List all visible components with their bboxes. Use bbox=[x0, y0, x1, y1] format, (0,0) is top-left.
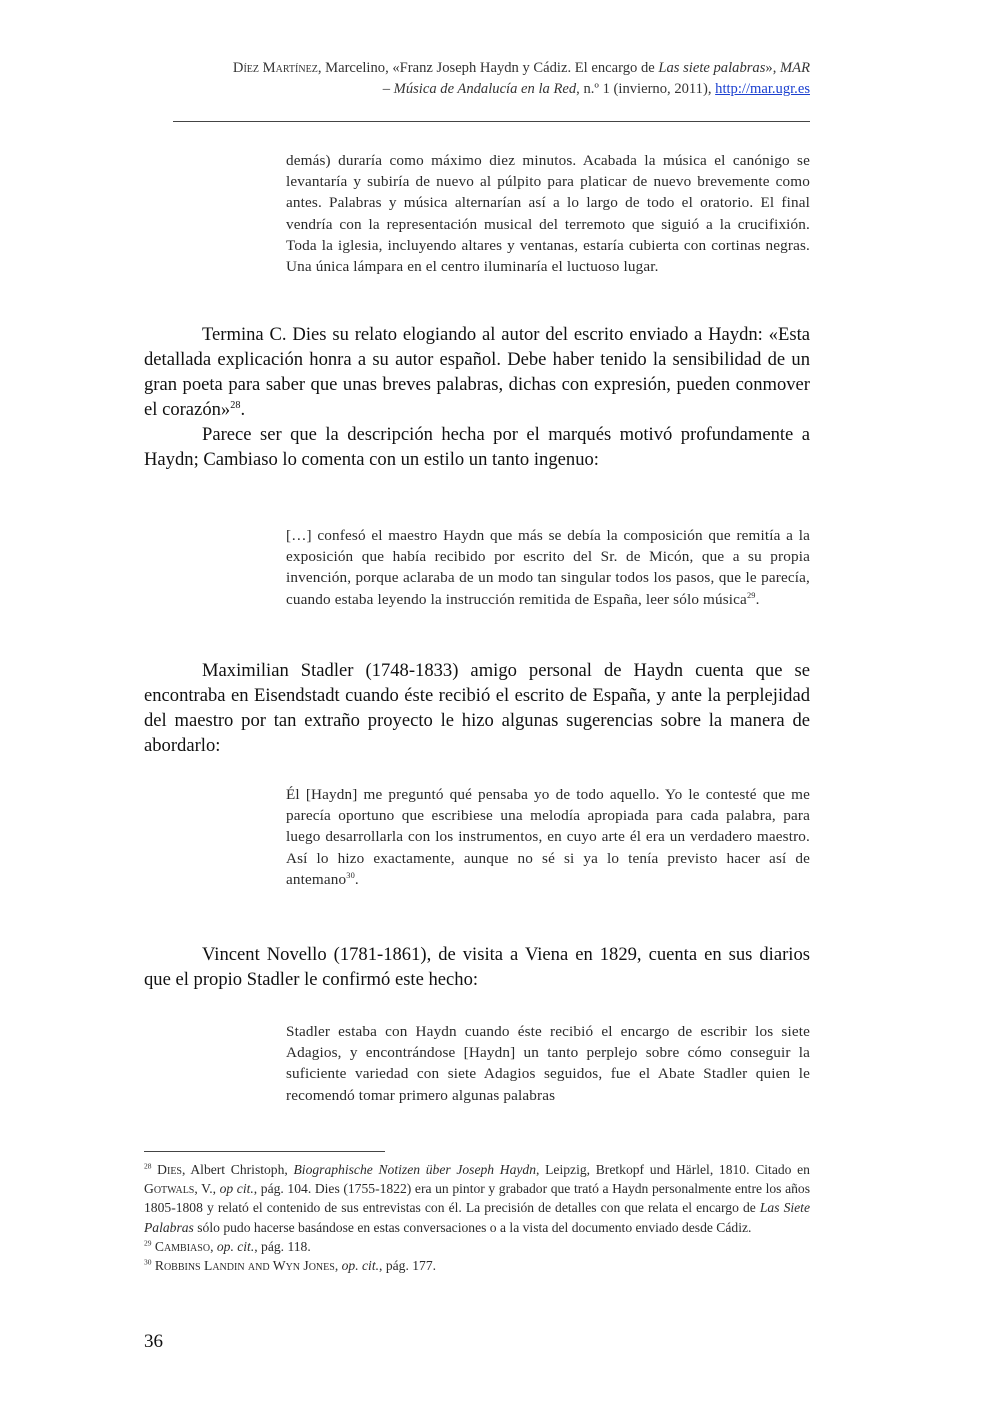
header-dash: – bbox=[382, 81, 394, 97]
footnote-text: , pág. 104. Dies (1755-1822) era un pintor y grabador que trató a Haydn personalmente entre los años 1805-1808 y relató el contenido de sus entrevistas con él. La precisión de detalles con que relata el encargo de bbox=[144, 1181, 810, 1216]
footnote-29 bbox=[144, 1237, 810, 1256]
page-number: 36 bbox=[144, 1331, 163, 1352]
footnote-text: , Leipzig, Bretkopf und Härlel, 1810. Citado en bbox=[536, 1162, 810, 1177]
footnotes bbox=[144, 1160, 810, 1275]
block-quote-1 bbox=[286, 150, 810, 277]
quote-4-text: Stadler estaba con Haydn cuando éste recibió el encargo de escribir los siete Adagios, y encontrándose [Haydn] un tanto perplejo sobre cómo conseguir la suficiente variedad con siete Adagios seguidos, fue el Abate Stadler quien le recomendó tomar primero algunas palabras bbox=[286, 1023, 810, 1104]
paragraph-3 bbox=[144, 658, 810, 758]
footnote-opcit: op cit. bbox=[219, 1181, 254, 1197]
footnote-title: Las Siete Palabras bbox=[144, 1200, 810, 1235]
footnote-text: , pág. 177. bbox=[379, 1258, 437, 1274]
footnote-author: Robbins Landin and Wyn Jones bbox=[154, 1258, 335, 1274]
header-journal-full: Música de Andalucía en la Red bbox=[393, 81, 577, 97]
header-citation-sep: », bbox=[765, 60, 780, 76]
block-quote-2 bbox=[286, 525, 810, 610]
paragraph-4 bbox=[144, 942, 810, 992]
paragraph-3-text: Maximilian Stadler (1748-1833) amigo personal de Haydn cuenta que se encontraba en Eisendstadt cuando éste recibió el escrito de España, y ante la perplejidad del maestro por tan extraño proyecto le hizo algunas sugerencias sobre la manera de abordarlo: bbox=[144, 660, 810, 756]
running-header bbox=[144, 58, 810, 100]
footnote-ref-30[interactable]: 30 bbox=[346, 870, 355, 880]
footnote-number: 29 bbox=[144, 1238, 152, 1248]
footnote-author: Gotwals bbox=[144, 1181, 195, 1197]
block-quote-3 bbox=[286, 784, 810, 890]
footnote-author: Dies bbox=[157, 1162, 182, 1177]
paragraph-2-text: Parece ser que la descripción hecha por el marqués motivó profundamente a Haydn; Cambiaso lo comenta con un estilo un tanto ingenuo: bbox=[144, 424, 810, 470]
footnote-text: , bbox=[334, 1258, 342, 1274]
paragraph-2 bbox=[144, 422, 810, 472]
header-work-title: Las siete palabras bbox=[658, 60, 766, 76]
footnote-28 bbox=[144, 1160, 810, 1237]
header-url-link[interactable]: http://mar.ugr.es bbox=[715, 81, 810, 97]
header-issue: , n.º 1 (invierno, 2011), bbox=[576, 81, 716, 97]
footnote-ref-29[interactable]: 29 bbox=[746, 590, 756, 600]
footnote-opcit: op. cit. bbox=[341, 1258, 380, 1274]
quote-3-text: Él [Haydn] me preguntó qué pensaba yo de todo aquello. Yo le contesté que me parecía oportuno que escribiese una melodía apropiada para cada palabra, para luego desarrollarla con los instrumentos, en cuyo arte él era un verdadero maestro. Así lo hizo exactamente, aunque no sé si ya lo tenía previsto hacer así de antemano bbox=[286, 786, 810, 888]
footnote-title: Biographische Notizen über Joseph Haydn bbox=[293, 1162, 537, 1177]
footnote-text: , V., bbox=[194, 1181, 220, 1197]
footnote-text: , pág. 118. bbox=[254, 1238, 311, 1254]
footnote-opcit: op. cit. bbox=[216, 1238, 255, 1254]
footnote-number: 30 bbox=[144, 1257, 152, 1267]
block-quote-4 bbox=[286, 1021, 810, 1106]
footnote-text: sólo pudo hacerse basándose en estas conversaciones o a la vista del documento enviado desde Cádiz. bbox=[193, 1219, 752, 1235]
header-line-2 bbox=[144, 79, 810, 100]
quote-1-text: demás) duraría como máximo diez minutos. Acabada la música el canónigo se levantaría y subiría de nuevo al púlpito para platicar de nuevo brevemente como antes. Palabras y música alternarían así a lo largo de todo el oratorio. El final vendría con la representación musical del terremoto que siguió a la crucifixión. Toda la iglesia, incluyendo altares y ventanas, estaría cubierta con cortinas negras. Una única lámpara en el centro iluminaría el luctuoso lugar. bbox=[286, 152, 810, 276]
header-citation-text: , Marcelino, «Franz Joseph Haydn y Cádiz. El encargo de bbox=[317, 60, 659, 76]
footnote-ref-28[interactable]: 28 bbox=[230, 399, 241, 411]
footnote-divider bbox=[144, 1151, 385, 1152]
quote-2-end: . bbox=[755, 590, 760, 608]
footnote-text: , bbox=[210, 1238, 217, 1254]
footnote-number: 28 bbox=[144, 1161, 152, 1171]
footnote-author: Cambiaso bbox=[154, 1238, 211, 1254]
header-line-1 bbox=[144, 58, 810, 79]
header-journal-short: MAR bbox=[780, 60, 810, 76]
paragraph-1-end: . bbox=[240, 399, 246, 420]
paragraph-1 bbox=[144, 322, 810, 422]
header-divider bbox=[173, 121, 810, 122]
footnote-30 bbox=[144, 1256, 810, 1275]
quote-2-text: […] confesó el maestro Haydn que más se debía la composición que remitía a la exposición que había recibido por escrito del Sr. de Micón, que a su propia invención, porque aclaraba de un modo tan singular todos los pasos, que le parecía, cuando estaba leyendo la instrucción remitida de España, leer sólo música bbox=[286, 527, 810, 608]
footnote-text: , Albert Christoph, bbox=[182, 1162, 294, 1177]
quote-3-end: . bbox=[354, 870, 359, 888]
paragraph-1-text: Termina C. Dies su relato elogiando al autor del escrito enviado a Haydn: «Esta detallada explicación honra a su autor español. Debe haber tenido la sensibilidad de un gran poeta para saber que unas breves palabras, dichas con expresión, pueden conmover el corazón» bbox=[144, 324, 810, 420]
paragraph-4-text: Vincent Novello (1781-1861), de visita a Viena en 1829, cuenta en sus diarios que el propio Stadler le confirmó este hecho: bbox=[144, 944, 810, 990]
header-author: Díez Martínez bbox=[232, 60, 318, 76]
